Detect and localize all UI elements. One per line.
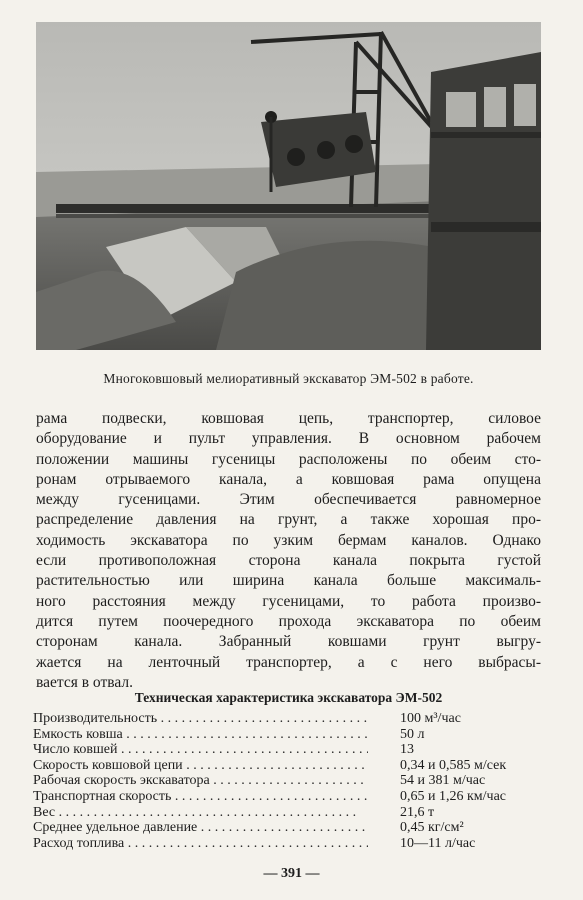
- spec-label: Среднее удельное давление . . .: [33, 820, 368, 836]
- paragraph-line: ронам отрываемого канала, а ковшовая рама опущена: [36, 470, 541, 488]
- paragraph-line: растительностью или ширина канала больше максималь-: [36, 572, 541, 590]
- spec-row: [33, 820, 543, 836]
- spec-row: [33, 836, 543, 852]
- spec-row: [33, 805, 543, 821]
- spec-label: Рабочая скорость экскаватора . . .: [33, 773, 368, 789]
- paragraph-line: рама подвески, ковшовая цепь, транспортер, силовое: [36, 410, 541, 427]
- spec-value: 100 м³/час: [400, 711, 461, 726]
- paragraph-line: положении машины гусеницы расположены по обеим сто-: [36, 450, 541, 468]
- excavator-photo: [36, 22, 541, 350]
- spec-table: [33, 711, 543, 851]
- spec-value: 0,65 и 1,26 км/час: [400, 788, 507, 804]
- spec-value: 54 и 381 м/час: [400, 773, 486, 789]
- spec-row: [33, 773, 543, 789]
- spec-label: Число ковшей . . .: [33, 742, 368, 758]
- spec-label: Расход топлива . . .: [33, 836, 368, 852]
- spec-label: Скорость ковшовой цепи . . .: [33, 758, 368, 774]
- paragraph-line: если противоположная сторона канала покрыта густой: [36, 552, 541, 570]
- spec-value: 50 л: [400, 726, 425, 742]
- spec-row: [33, 742, 543, 758]
- body-paragraph: [36, 409, 541, 693]
- spec-row: [33, 727, 543, 743]
- paragraph-line: ходимость экскаватора по узким бермам каналов. Однако: [36, 531, 541, 549]
- paragraph-line: сторонам канала. Забранный ковшами грунт выгру-: [36, 633, 541, 651]
- spec-table-title: Техническая характеристика экскаватора ЭМ-502: [134, 690, 443, 705]
- paragraph-line: дится путем поочередного прохода экскаватора по обеим: [36, 612, 541, 630]
- spec-label: Транспортная скорость . . .: [33, 789, 368, 805]
- photo-caption: Многоковшовый мелиоративный экскаватор ЭМ-502 в работе.: [103, 371, 474, 386]
- spec-row: [33, 789, 543, 805]
- spec-value: 0,45 кг/см²: [400, 820, 464, 836]
- spec-row: [33, 758, 543, 774]
- spec-label: Вес . . .: [33, 805, 368, 821]
- spec-value: 21,6 т: [400, 804, 435, 820]
- spec-value: 0,34 и 0,585 м/сек: [400, 757, 507, 773]
- spec-value: 10—11 л/час: [400, 835, 476, 851]
- spec-value: 13: [400, 742, 414, 758]
- excavator-illustration: [36, 22, 541, 350]
- paragraph-line: между гусеницами. Этим обеспечивается равномерное: [36, 491, 541, 509]
- spec-row: [33, 711, 543, 727]
- paragraph-line: распределение давления на грунт, а также хорошая про-: [36, 511, 541, 529]
- paragraph-line: оборудование и пульт управления. В основном рабочем: [36, 430, 541, 448]
- paragraph-line: жается на ленточный транспортер, а с него выбрасы-: [36, 653, 541, 671]
- spec-label: Емкость ковша . . .: [33, 727, 368, 743]
- page-number: — 391 —: [263, 866, 320, 881]
- paragraph-line: ного расстояния между гусеницами, то работа произво-: [36, 592, 541, 610]
- spec-label: Производительность . . .: [33, 711, 368, 727]
- paragraph-line: вается в отвал.: [36, 673, 133, 691]
